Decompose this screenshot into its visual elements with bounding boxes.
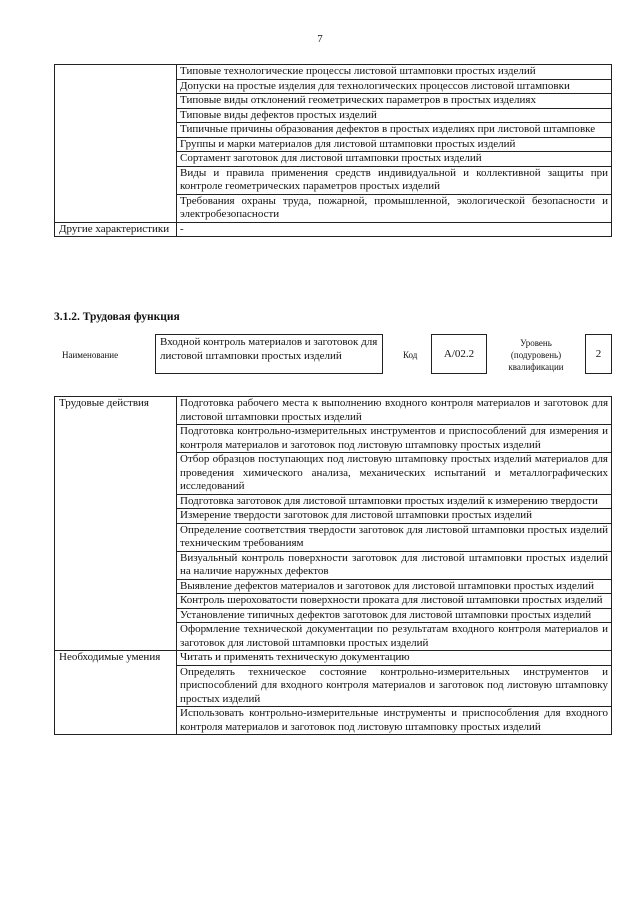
code-box: A/02.2 <box>431 334 487 374</box>
labor-action-item: Определение соответствия твердости заготовок для листовой штамповки простых изделий техническим требованиям <box>177 523 612 551</box>
knowledge-item: Типичные причины образования дефектов в простых изделиях при листовой штамповке <box>177 123 612 138</box>
labor-action-item: Подготовка контрольно-измерительных инструментов и приспособлений для измерения и контроля материалов и заготовок под листовую штамповку простых изделий <box>177 425 612 453</box>
skill-item: Использовать контрольно-измерительные инструменты и приспособления для входного контроля материалов и заготовок под листовую штамповку простых изделий <box>177 707 612 735</box>
knowledge-label-cell <box>55 65 177 223</box>
knowledge-item: Сортамент заготовок для листовой штамповки простых изделий <box>177 152 612 167</box>
table-row <box>55 65 612 80</box>
labor-action-item: Подготовка рабочего места к выполнению входного контроля материалов и заготовок для листовой штамповки простых изделий <box>177 397 612 425</box>
skill-item: Читать и применять техническую документацию <box>177 651 612 666</box>
knowledge-item: Допуски на простые изделия для технологических процессов листовой штамповки <box>177 79 612 94</box>
labor-action-item: Визуальный контроль поверхности заготовок для листовой штамповки простых изделий на наличие наружных дефектов <box>177 551 612 579</box>
other-characteristics-label: Другие характеристики <box>55 222 177 237</box>
qualification-level-label: Уровень (подуровень) квалификации <box>508 338 564 372</box>
labor-function-table <box>54 396 612 735</box>
required-skills-label: Необходимые умения <box>55 651 177 735</box>
knowledge-item: Требования охраны труда, пожарной, промышленной, экологической безопасности и электробезопасности <box>177 194 612 222</box>
function-name-box: Входной контроль материалов и заготовок для листовой штамповки простых изделий <box>155 334 383 374</box>
labor-action-item: Подготовка заготовок для листовой штамповки простых изделий к измерению твердости <box>177 494 612 509</box>
name-label: Наименование <box>62 350 119 360</box>
section-heading: 3.1.2. Трудовая функция <box>54 311 180 323</box>
table-row <box>55 222 612 237</box>
table-row <box>55 397 612 425</box>
qualification-level-box: 2 <box>585 334 612 374</box>
labor-action-item: Отбор образцов поступающих под листовую штамповку простых изделий материалов для проведения химического анализа, механических испытаний и металлографических исследований <box>177 453 612 495</box>
knowledge-item: Группы и марки материалов для листовой штамповки простых изделий <box>177 137 612 152</box>
labor-action-item: Выявление дефектов материалов и заготовок для листовой штамповки простых изделий <box>177 579 612 594</box>
knowledge-item: Типовые виды отклонений геометрических параметров в простых изделиях <box>177 94 612 109</box>
labor-actions-label: Трудовые действия <box>55 397 177 651</box>
knowledge-item: Типовые виды дефектов простых изделий <box>177 108 612 123</box>
skill-item: Определять техническое состояние контрольно-измерительных инструментов и приспособлений для входного контроля материалов и заготовок под листовую штамповку простых изделий <box>177 665 612 707</box>
page-number: 7 <box>317 33 323 45</box>
labor-action-item: Измерение твердости заготовок для листовой штамповки простых изделий <box>177 509 612 524</box>
knowledge-table <box>54 64 612 237</box>
knowledge-item: Типовые технологические процессы листовой штамповки простых изделий <box>177 65 612 80</box>
labor-action-item: Установление типичных дефектов заготовок для листовой штамповки простых изделий <box>177 608 612 623</box>
table-row <box>55 651 612 666</box>
labor-action-item: Контроль шероховатости поверхности проката для листовой штамповки простых изделий <box>177 594 612 609</box>
knowledge-item: Виды и правила применения средств индивидуальной и коллективной защиты при контроле геометрических параметров простых изделий <box>177 166 612 194</box>
code-label: Код <box>403 350 418 360</box>
other-characteristics-value: - <box>177 222 612 237</box>
labor-action-item: Оформление технической документации по результатам входного контроля материалов и заготовок для листовой штамповки простых изделий <box>177 623 612 651</box>
